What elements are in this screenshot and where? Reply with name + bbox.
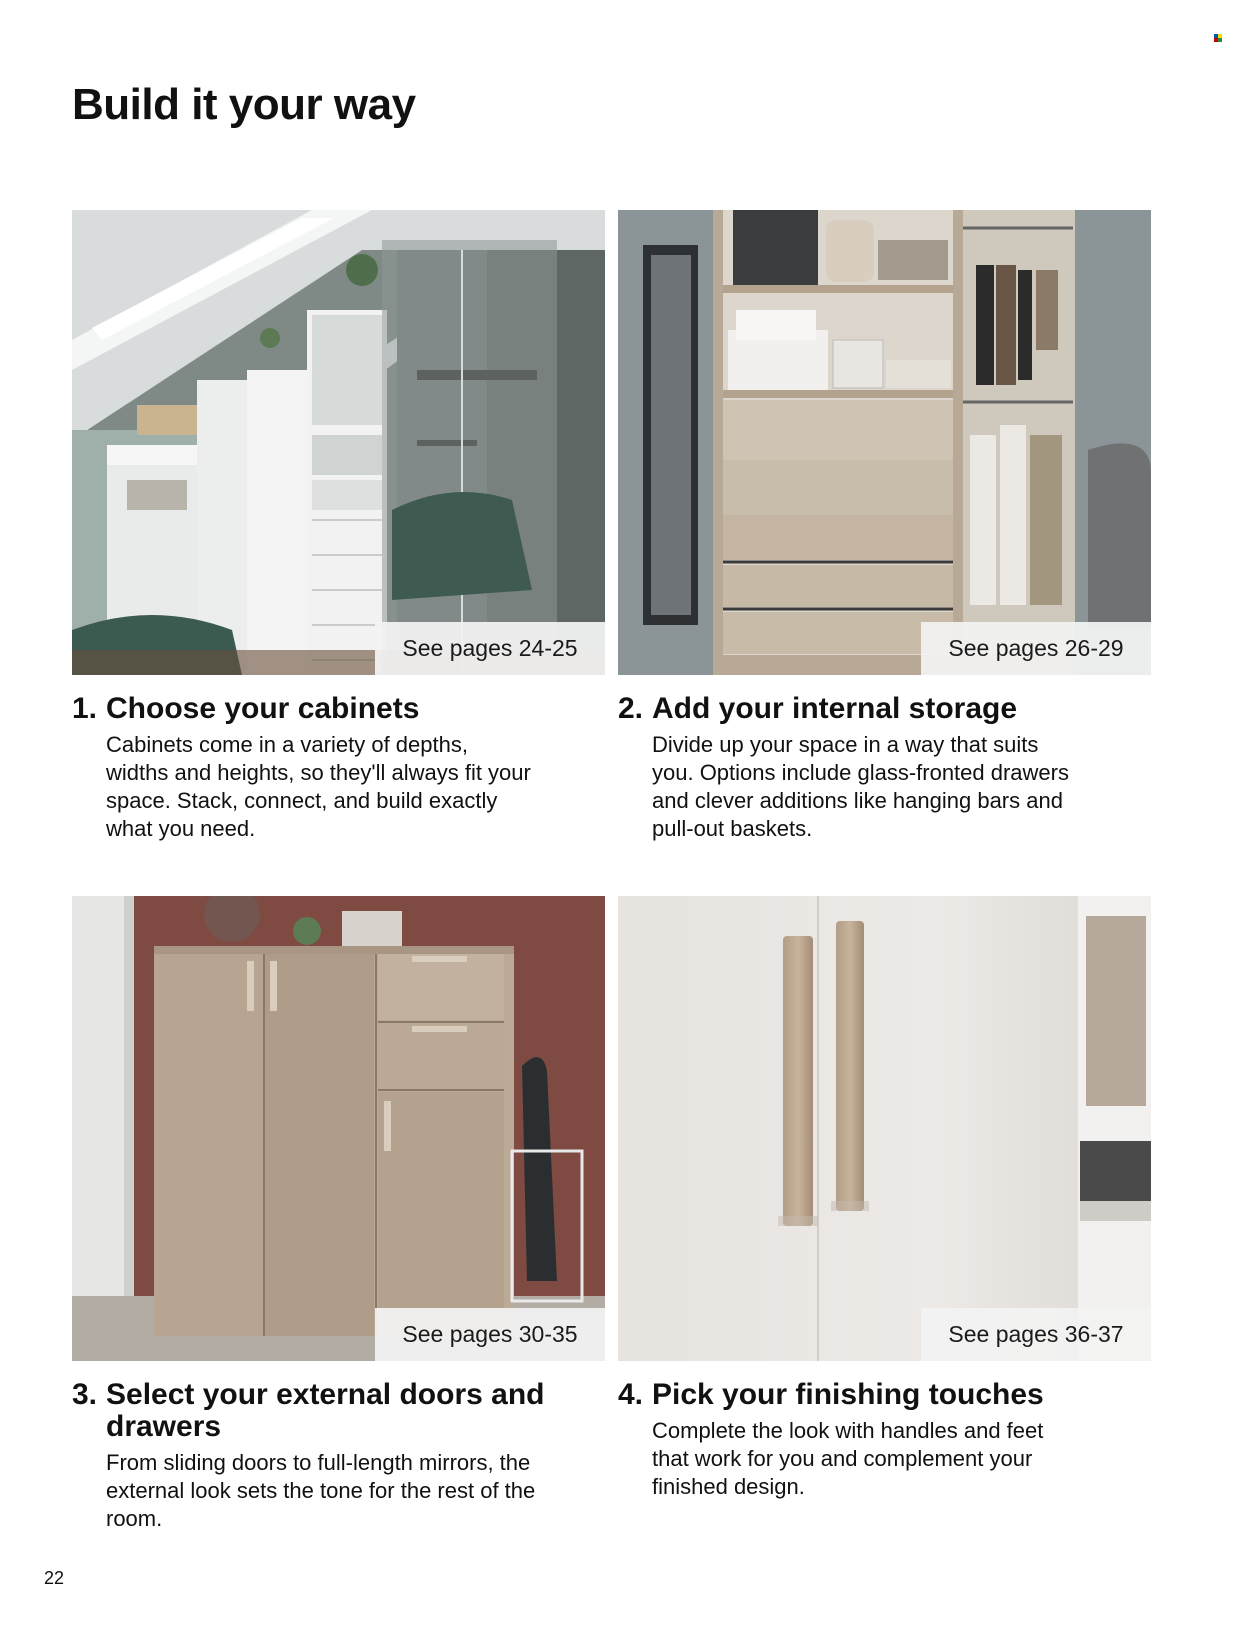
page-reference: See pages 30-35 xyxy=(375,1308,605,1361)
step-description: Complete the look with handles and feet that work for you and complement your finished design. xyxy=(652,1418,1044,1499)
external-doors-photo xyxy=(72,896,605,1361)
step-number: 1. xyxy=(72,692,98,725)
brand-color-mark xyxy=(1214,34,1222,42)
step-card-4 xyxy=(618,896,1151,1501)
step-description: Divide up your space in a way that suits you. Options include glass-fronted drawers and clever additions like hanging bars and pull-out baskets. xyxy=(652,732,1069,841)
step-title: Add your internal storage xyxy=(652,692,1018,725)
step-description: From sliding doors to full-length mirrors, the external look sets the tone for the rest of the room. xyxy=(106,1450,536,1531)
page-number: 22 xyxy=(44,1568,65,1588)
step-heading xyxy=(618,1379,1151,1411)
cabinets-photo xyxy=(72,210,605,675)
step-title: Choose your cabinets xyxy=(106,692,420,725)
page-reference: See pages 24-25 xyxy=(375,622,605,675)
internal-storage-photo xyxy=(618,210,1151,675)
step-title: Select your external doors and drawers xyxy=(106,1378,545,1443)
step-card-1 xyxy=(72,210,605,843)
page-title: Build it your way xyxy=(72,80,416,129)
step-card-2 xyxy=(618,210,1151,843)
step-card-3 xyxy=(72,896,605,1533)
step-number: 2. xyxy=(618,692,644,725)
page-reference: See pages 26-29 xyxy=(921,622,1151,675)
step-heading xyxy=(72,1379,605,1443)
step-description: Cabinets come in a variety of depths, widths and heights, so they'll always fit your space. Stack, connect, and build exactly what you need. xyxy=(106,732,531,841)
step-number: 3. xyxy=(72,1378,98,1411)
step-number: 4. xyxy=(618,1378,644,1411)
step-title: Pick your finishing touches xyxy=(652,1378,1044,1411)
step-heading xyxy=(618,693,1151,725)
page-reference: See pages 36-37 xyxy=(921,1308,1151,1361)
finishing-touches-photo xyxy=(618,896,1151,1361)
step-heading xyxy=(72,693,605,725)
